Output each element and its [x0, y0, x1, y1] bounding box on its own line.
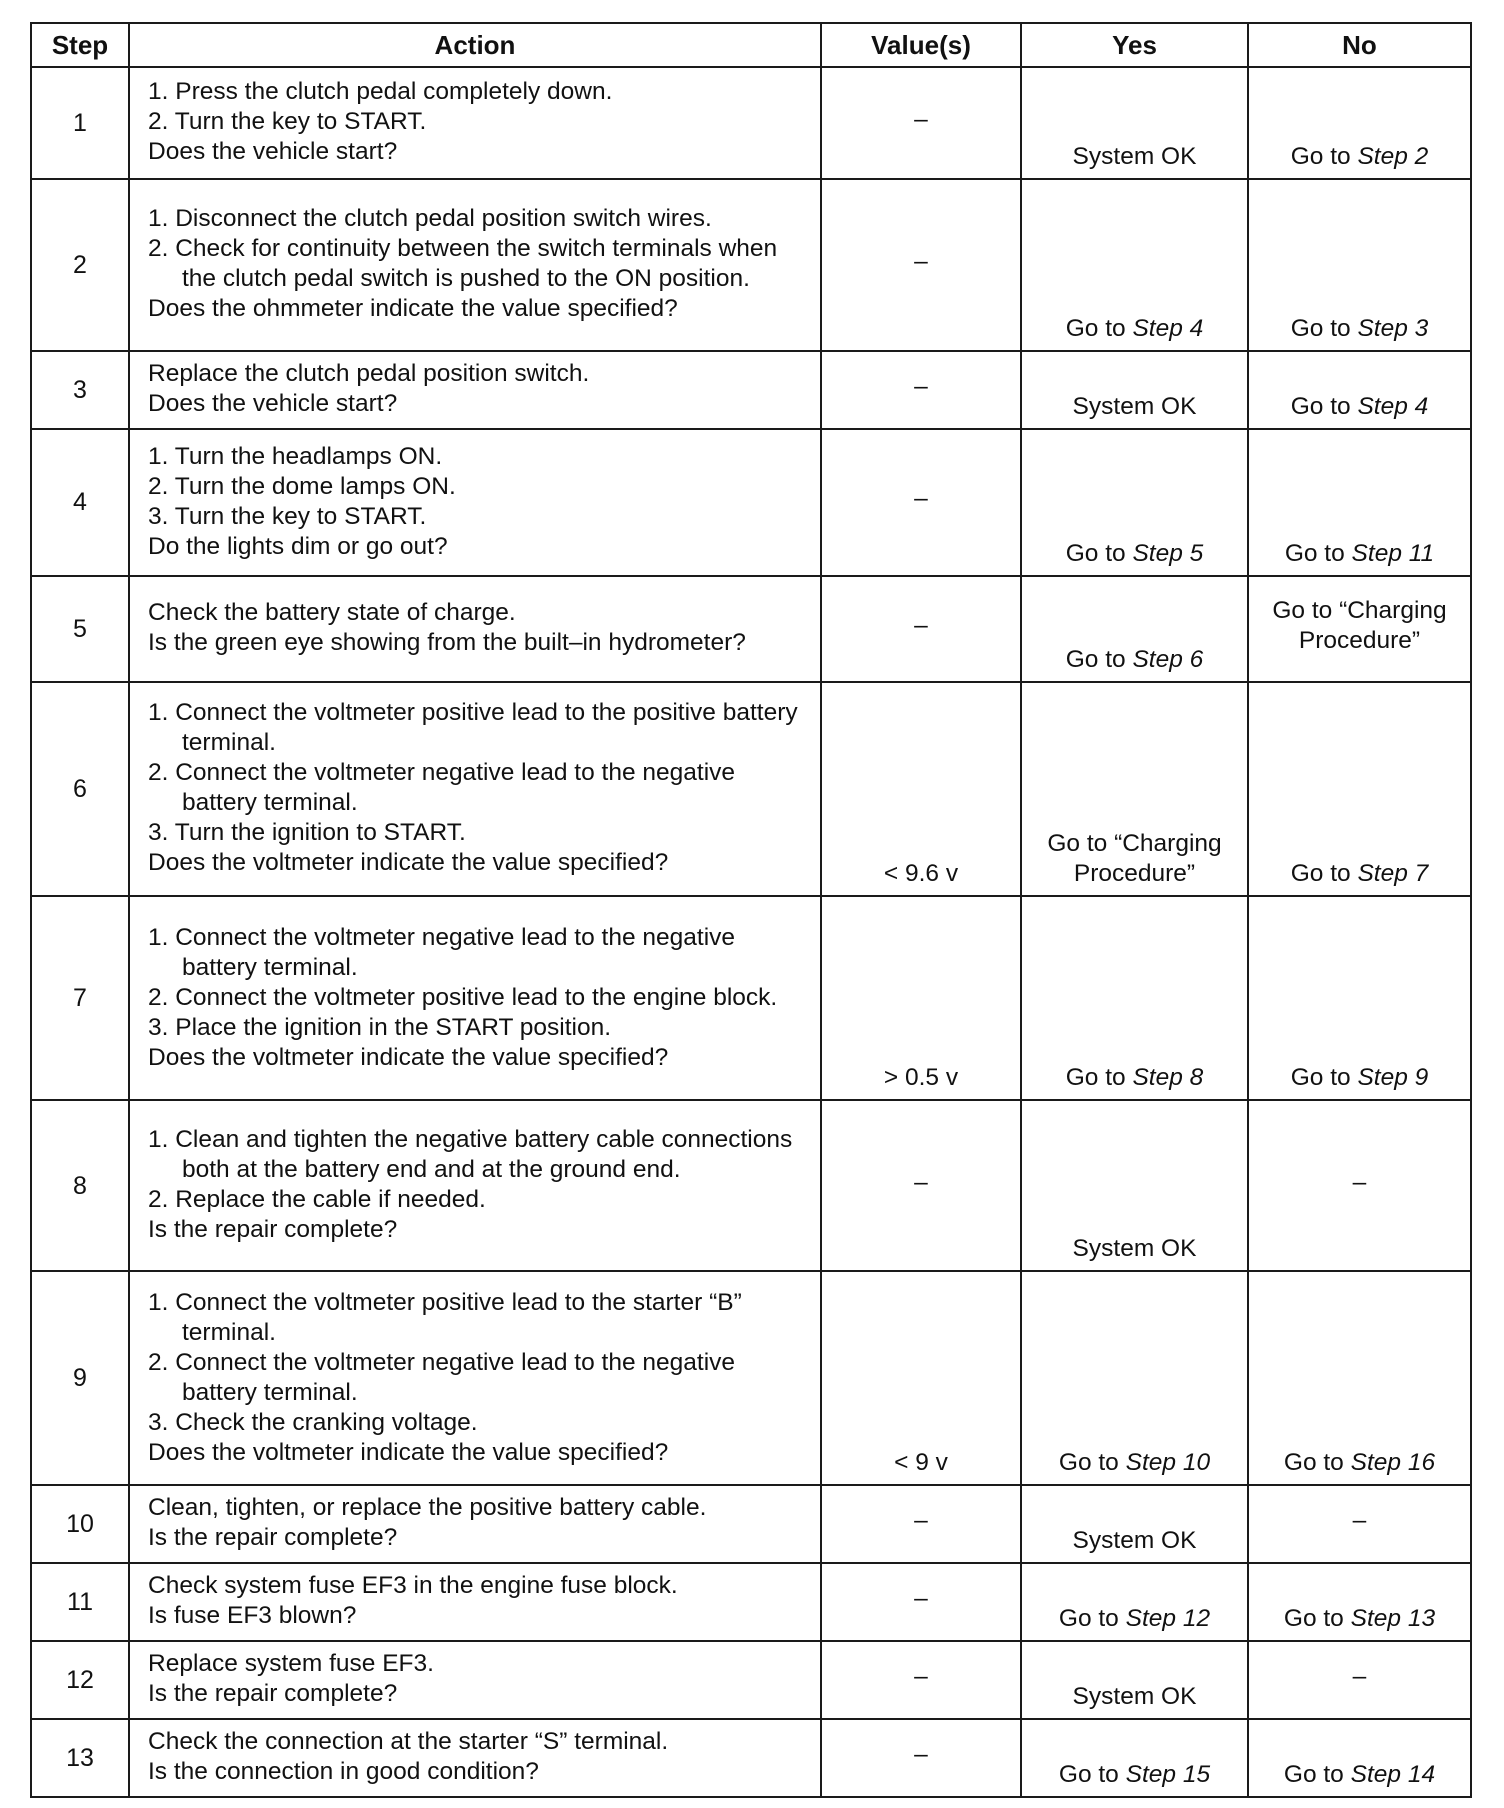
yes-text: Go to: [1065, 539, 1133, 567]
action-numbered-line: 1. Connect the voltmeter negative lead to the negative battery terminal.: [148, 923, 736, 981]
action-question: Does the voltmeter indicate the value specified?: [148, 1043, 669, 1071]
action-numbered-line: 1. Press the clutch pedal completely down.: [148, 78, 613, 106]
action-question: Do the lights dim or go out?: [148, 532, 448, 560]
no-text: Go to: [1290, 859, 1358, 887]
step-cell: 10: [31, 1485, 129, 1563]
yes-cell: [1021, 1271, 1248, 1485]
table-row: [31, 1563, 1471, 1641]
no-cell: [1248, 179, 1471, 351]
yes-text: Go to: [1058, 1604, 1126, 1632]
yes-cell: [1021, 1563, 1248, 1641]
yes-cell: [1021, 179, 1248, 351]
yes-cell: [1021, 682, 1248, 896]
header-values: Value(s): [821, 23, 1021, 67]
value-cell: –: [821, 429, 1021, 576]
action-question: Check system fuse EF3 in the engine fuse block.: [148, 1572, 678, 1600]
yes-cell: [1021, 1485, 1248, 1563]
action-numbered-line: 1. Connect the voltmeter positive lead to the positive battery terminal.: [148, 699, 798, 757]
action-cell: [129, 351, 821, 429]
no-text: –: [1352, 1506, 1367, 1534]
action-numbered-line: 1. Connect the voltmeter positive lead to the starter “B” terminal.: [148, 1288, 742, 1346]
table-row: [31, 1485, 1471, 1563]
no-cell: [1248, 576, 1471, 682]
no-text: Go to: [1284, 539, 1352, 567]
no-cell: [1248, 1641, 1471, 1719]
action-numbered-line: 2. Connect the voltmeter negative lead to the negative battery terminal.: [148, 759, 736, 817]
yes-text: System OK: [1072, 142, 1197, 170]
table-row: [31, 67, 1471, 179]
action-cell: [129, 179, 821, 351]
value-cell: –: [821, 1719, 1021, 1797]
yes-step-ref: Step 10: [1125, 1448, 1211, 1476]
yes-step-ref: Step 15: [1125, 1761, 1211, 1788]
table-row: [31, 896, 1471, 1101]
table-row: [31, 682, 1471, 896]
no-step-ref: Step 3: [1357, 314, 1429, 342]
no-cell: [1248, 1563, 1471, 1641]
value-cell: –: [821, 1485, 1021, 1563]
value-cell: –: [821, 67, 1021, 179]
action-cell: [129, 1271, 821, 1485]
no-text: Go to: [1290, 392, 1358, 420]
yes-cell: [1021, 1641, 1248, 1719]
no-step-ref: Step 14: [1350, 1761, 1436, 1788]
action-question: Does the voltmeter indicate the value specified?: [148, 849, 669, 877]
no-text: Go to: [1290, 142, 1358, 170]
value-cell: > 0.5 v: [821, 896, 1021, 1101]
yes-text: System OK: [1072, 1682, 1197, 1710]
yes-step-ref: Step 8: [1132, 1064, 1204, 1092]
no-cell: [1248, 896, 1471, 1101]
action-question: Replace system fuse EF3.: [148, 1650, 434, 1678]
step-cell: 11: [31, 1563, 129, 1641]
no-cell: [1248, 351, 1471, 429]
action-question: Does the vehicle start?: [148, 138, 398, 166]
value-cell: –: [821, 1563, 1021, 1641]
action-numbered-line: 3. Place the ignition in the START position.: [148, 1013, 612, 1041]
action-question: Check the connection at the starter “S” terminal.: [148, 1728, 669, 1756]
no-step-ref: Step 11: [1351, 539, 1435, 567]
no-step-ref: Step 4: [1357, 392, 1429, 420]
yes-step-ref: Step 5: [1132, 539, 1204, 567]
action-question: Is the repair complete?: [148, 1216, 398, 1244]
action-numbered-line: 1. Clean and tighten the negative battery cable connections both at the battery end and at the ground end.: [148, 1126, 793, 1184]
no-cell: [1248, 1271, 1471, 1485]
yes-step-ref: Step 6: [1132, 646, 1204, 674]
step-cell: 1: [31, 67, 129, 179]
no-cell: [1248, 1485, 1471, 1563]
action-question: Check the battery state of charge.: [148, 599, 516, 627]
yes-step-ref: Step 12: [1125, 1604, 1211, 1632]
no-step-ref: Step 2: [1357, 142, 1429, 170]
no-step-ref: Step 9: [1357, 1064, 1429, 1092]
action-cell: [129, 576, 821, 682]
action-question: Is the repair complete?: [148, 1524, 398, 1552]
no-step-ref: Step 7: [1357, 859, 1429, 887]
table-row: [31, 1271, 1471, 1485]
step-cell: 9: [31, 1271, 129, 1485]
table-row: [31, 429, 1471, 576]
action-cell: [129, 429, 821, 576]
table-body: [31, 67, 1471, 1797]
yes-cell: [1021, 576, 1248, 682]
action-numbered-line: 1. Turn the headlamps ON.: [148, 442, 443, 470]
yes-text: System OK: [1072, 1235, 1197, 1263]
header-step: Step: [31, 23, 129, 67]
yes-cell: [1021, 1100, 1248, 1271]
step-cell: 7: [31, 896, 129, 1101]
no-cell: [1248, 1100, 1471, 1271]
value-cell: < 9 v: [821, 1271, 1021, 1485]
no-cell: [1248, 67, 1471, 179]
table-row: [31, 179, 1471, 351]
action-cell: [129, 1100, 821, 1271]
no-text: Go to: [1283, 1604, 1351, 1632]
yes-text: System OK: [1072, 1526, 1197, 1554]
yes-text: Go to: [1065, 646, 1133, 674]
action-cell: [129, 1719, 821, 1797]
action-numbered-line: 2. Connect the voltmeter negative lead to the negative battery terminal.: [148, 1348, 736, 1406]
header-yes: Yes: [1021, 23, 1248, 67]
no-text: Go to “Charging Procedure”: [1272, 596, 1447, 654]
header-no: No: [1248, 23, 1471, 67]
action-numbered-line: 3. Turn the ignition to START.: [148, 819, 466, 847]
step-cell: 4: [31, 429, 129, 576]
action-numbered-line: 2. Turn the key to START.: [148, 108, 427, 136]
yes-cell: [1021, 1719, 1248, 1797]
step-cell: 8: [31, 1100, 129, 1271]
value-cell: –: [821, 351, 1021, 429]
yes-cell: [1021, 67, 1248, 179]
yes-cell: [1021, 351, 1248, 429]
step-cell: 2: [31, 179, 129, 351]
action-question: Clean, tighten, or replace the positive battery cable.: [148, 1494, 707, 1522]
yes-text: Go to: [1065, 1064, 1133, 1092]
value-cell: –: [821, 576, 1021, 682]
action-cell: [129, 896, 821, 1101]
action-numbered-line: 3. Check the cranking voltage.: [148, 1408, 478, 1436]
table-row: [31, 351, 1471, 429]
action-cell: [129, 682, 821, 896]
step-cell: 3: [31, 351, 129, 429]
yes-cell: [1021, 429, 1248, 576]
yes-text: System OK: [1072, 392, 1197, 420]
action-question: Is the connection in good condition?: [148, 1758, 539, 1786]
action-question: Is the repair complete?: [148, 1680, 398, 1708]
action-numbered-line: 2. Check for continuity between the switch terminals when the clutch pedal switch is pushed to the ON position.: [148, 235, 778, 293]
action-numbered-line: 3. Turn the key to START.: [148, 502, 427, 530]
no-cell: [1248, 682, 1471, 896]
no-text: Go to: [1290, 1064, 1358, 1092]
action-question: Does the ohmmeter indicate the value specified?: [148, 295, 678, 323]
table-row: [31, 1100, 1471, 1271]
action-question: Does the voltmeter indicate the value specified?: [148, 1438, 669, 1466]
action-question: Replace the clutch pedal position switch.: [148, 360, 590, 388]
value-cell: < 9.6 v: [821, 682, 1021, 896]
no-text: Go to: [1290, 314, 1358, 342]
no-text: –: [1352, 1168, 1367, 1196]
no-step-ref: Step 13: [1350, 1604, 1436, 1632]
step-cell: 12: [31, 1641, 129, 1719]
step-cell: 6: [31, 682, 129, 896]
action-cell: [129, 1641, 821, 1719]
header-action: Action: [129, 23, 821, 67]
no-text: –: [1352, 1662, 1367, 1690]
action-numbered-line: 1. Disconnect the clutch pedal position switch wires.: [148, 205, 712, 233]
yes-text: Go to “Charging Procedure”: [1047, 829, 1222, 887]
action-numbered-line: 2. Turn the dome lamps ON.: [148, 472, 456, 500]
table-row: [31, 576, 1471, 682]
value-cell: –: [821, 179, 1021, 351]
action-cell: [129, 1563, 821, 1641]
diagnostic-table: [30, 22, 1472, 1798]
action-question: Is the green eye showing from the built–in hydrometer?: [148, 629, 746, 657]
no-cell: [1248, 1719, 1471, 1797]
value-cell: –: [821, 1100, 1021, 1271]
action-numbered-line: 2. Replace the cable if needed.: [148, 1186, 486, 1214]
value-cell: –: [821, 1641, 1021, 1719]
no-text: Go to: [1283, 1761, 1351, 1788]
yes-cell: [1021, 896, 1248, 1101]
step-cell: 13: [31, 1719, 129, 1797]
action-question: Does the vehicle start?: [148, 390, 398, 418]
action-cell: [129, 67, 821, 179]
no-step-ref: Step 16: [1350, 1448, 1436, 1476]
header-row: [31, 23, 1471, 67]
no-cell: [1248, 429, 1471, 576]
action-numbered-line: 2. Connect the voltmeter positive lead to the engine block.: [148, 983, 778, 1011]
table-row: [31, 1641, 1471, 1719]
yes-text: Go to: [1065, 314, 1133, 342]
yes-text: Go to: [1058, 1761, 1126, 1788]
table-row: [31, 1719, 1471, 1797]
yes-text: Go to: [1058, 1448, 1126, 1476]
no-text: Go to: [1283, 1448, 1351, 1476]
action-question: Is fuse EF3 blown?: [148, 1602, 357, 1630]
action-cell: [129, 1485, 821, 1563]
step-cell: 5: [31, 576, 129, 682]
yes-step-ref: Step 4: [1132, 314, 1204, 342]
